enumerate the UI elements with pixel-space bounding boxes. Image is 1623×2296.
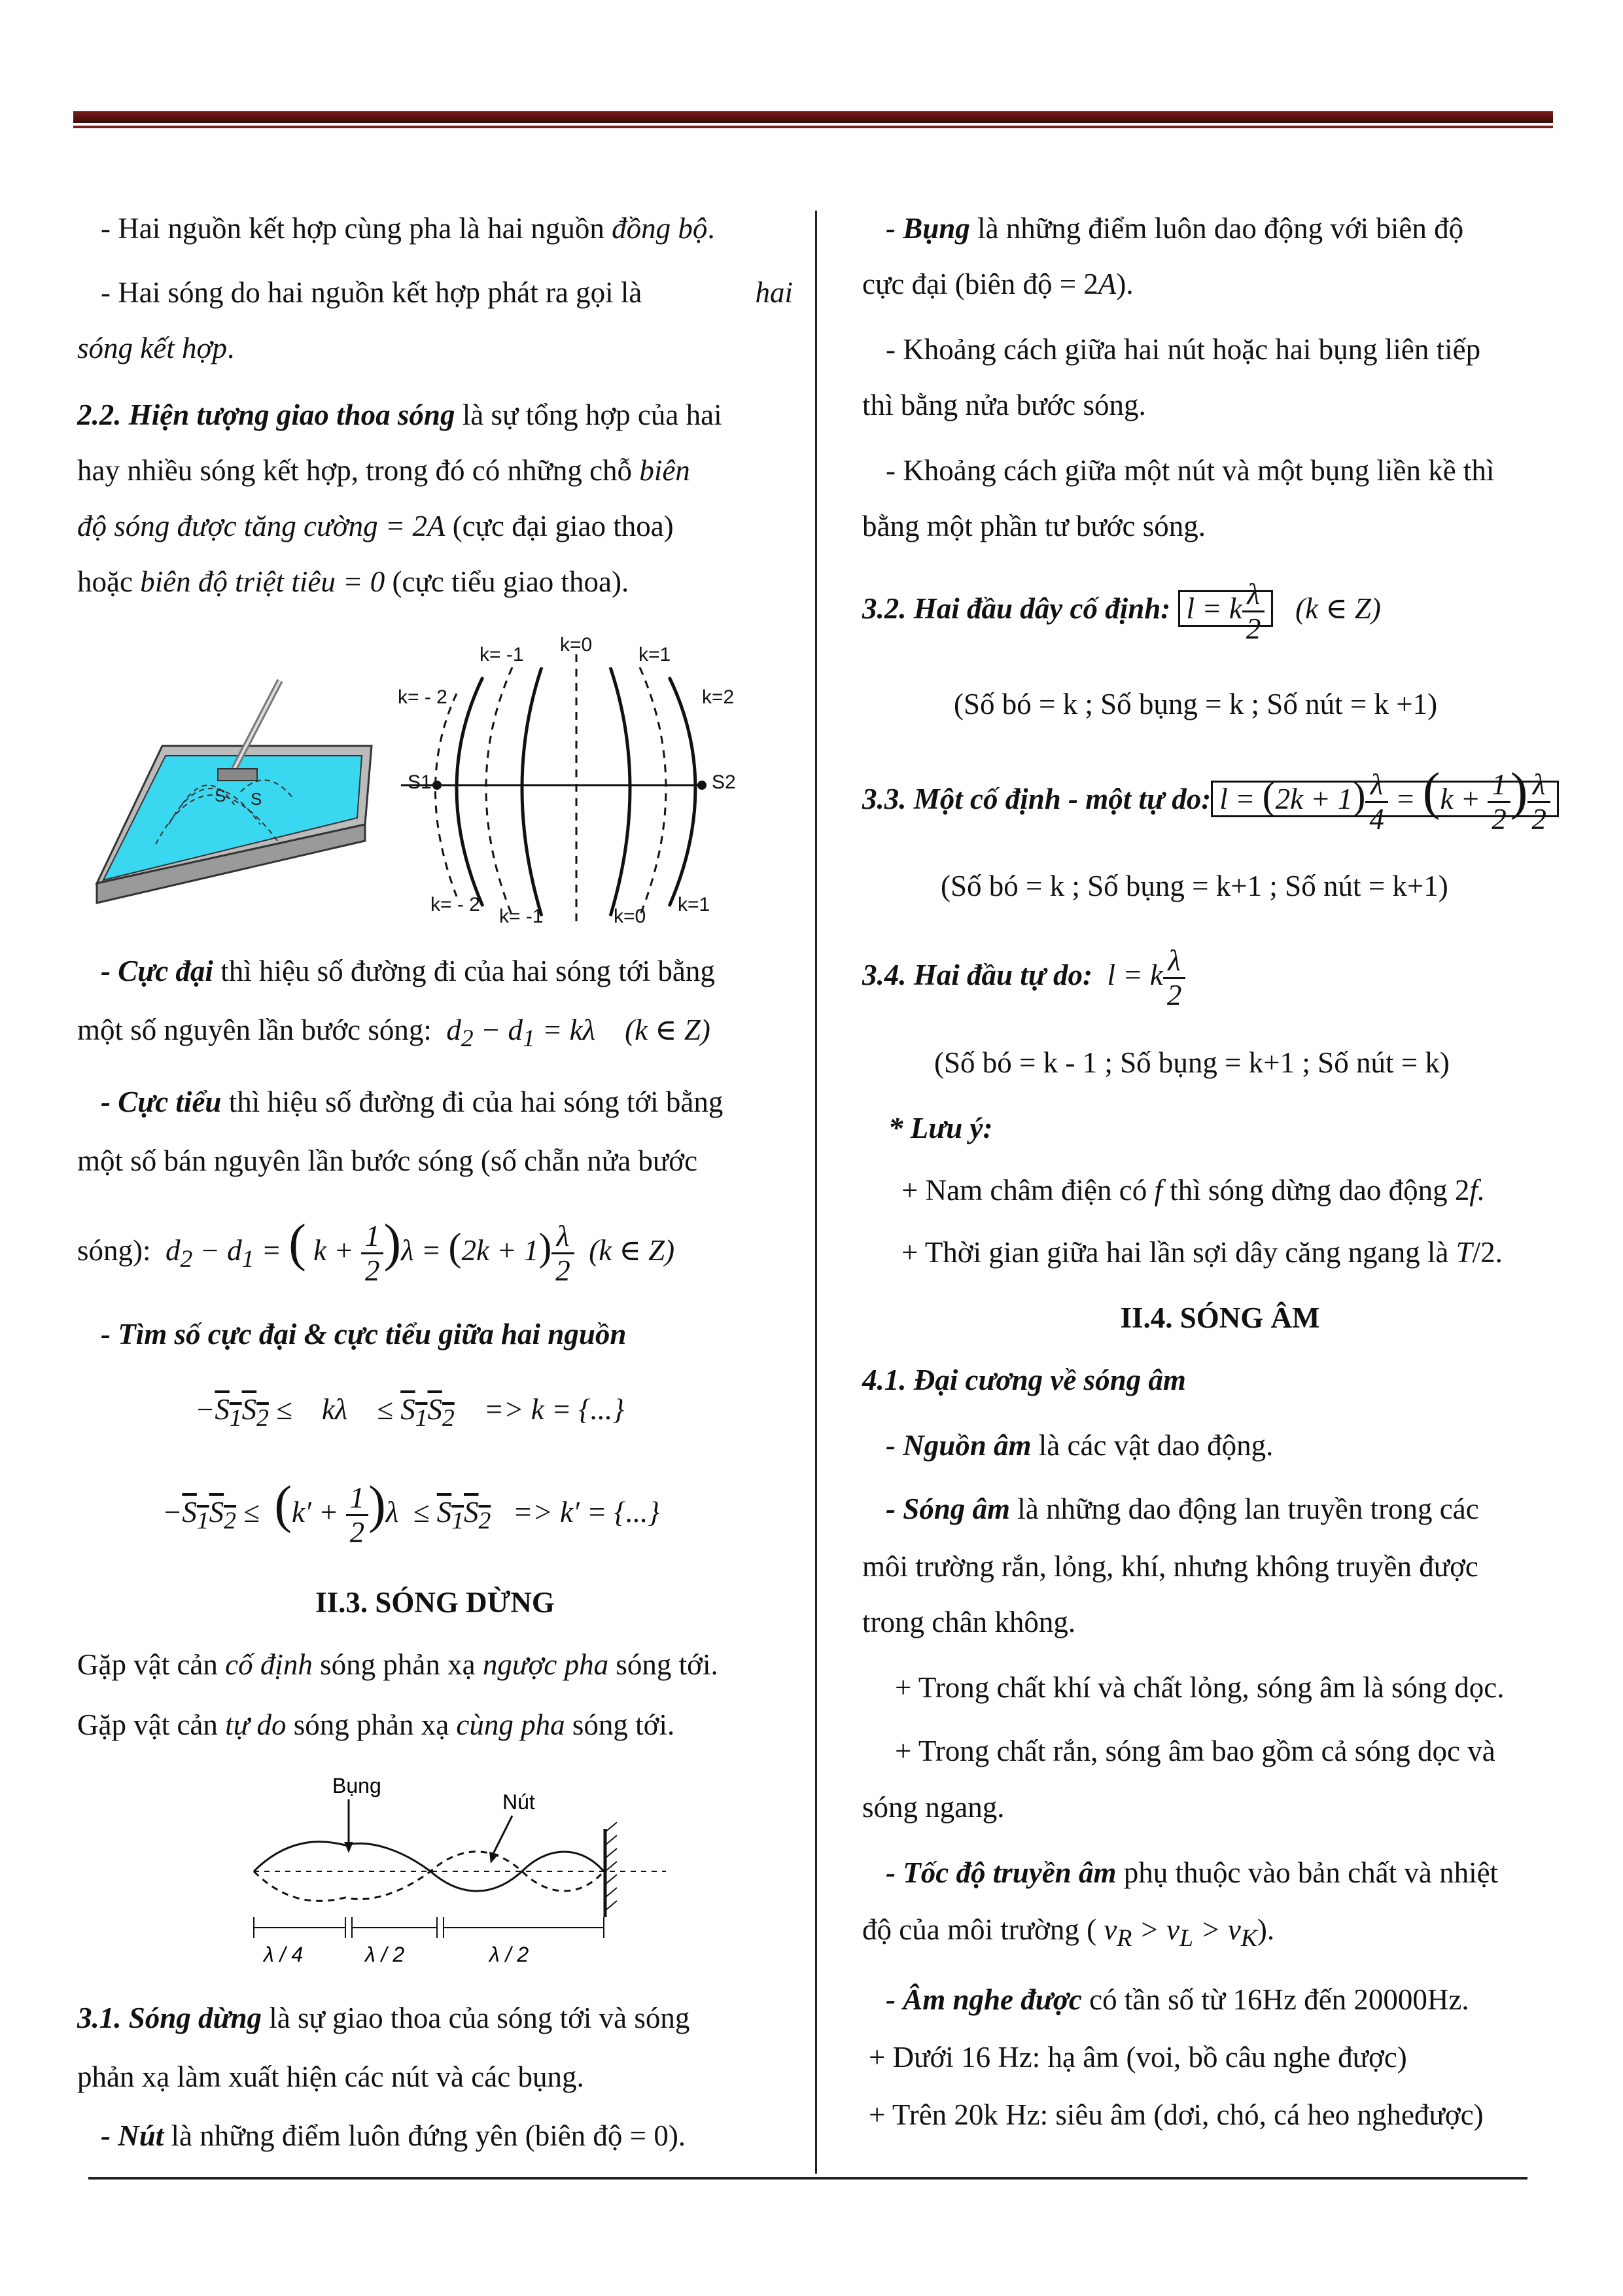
- khoang-cach-2-line2: bằng một phần tư bước sóng.: [862, 510, 1206, 542]
- fig1-label: S2: [712, 771, 736, 793]
- section-2-2-line1: 2.2. Hiện tượng giao thoa sóng là sự tổng hợp của hai: [77, 398, 722, 431]
- section-3-2: 3.2. Hai đầu dây cố định: l = k $\frac{\lambda}{2}$ (k ∈ Z): [862, 578, 1381, 646]
- section-3-3-note: (Số bó = k ; Số bụng = k+1 ; Số nút = k+1): [941, 870, 1448, 902]
- fig2-label-lambda2: λ / 2: [365, 1943, 405, 1963]
- cuc-tieu-line3: sóng): $d_2 - d_1$ = ( k + $\frac{1}{2}$ )λ = (2k + 1) $\frac{\lambda}{2}$ (k ∈ Z): [77, 1214, 675, 1288]
- fig2-label-bung: Bụng: [332, 1774, 381, 1797]
- section-3-1-line1: 3.1. Sóng dừng là sự giao thoa của sóng tới và sóng: [77, 2002, 690, 2034]
- song-am-line3: trong chân không.: [862, 1606, 1076, 1638]
- fig1-label: k= -1: [499, 906, 544, 927]
- fig1-label: S1: [408, 771, 432, 793]
- fig1-label: k=1: [678, 894, 710, 915]
- section-2-2-line4: hoặc biên độ triệt tiêu = 0 (cực tiểu giao thoa).: [77, 565, 629, 598]
- source-s2-dot: [697, 781, 707, 790]
- gap-vat-can-co-dinh: Gặp vật cản cố định sóng phản xạ ngược pha sóng tới.: [77, 1648, 718, 1681]
- formula-k-prime: $-S_1S_2 \le (k'$ + $\frac{1}{2}$ )$\lambda \le S_1S_2 => k'$ = {...}: [162, 1476, 660, 1549]
- header-rule: [73, 111, 1553, 123]
- fig2-label-lambda4: λ / 4: [264, 1943, 304, 1963]
- source-s1-dot: [432, 781, 442, 790]
- section-ii3-heading: II.3. SÓNG DỪNG: [315, 1586, 555, 1619]
- section-4-1-heading: 4.1. Đại cương về sóng âm: [862, 1364, 1186, 1396]
- bung-line1: - Bụng là những điểm luôn dao động với biên độ: [886, 212, 1464, 245]
- chat-ran-line1: + Trong chất rắn, sóng âm bao gồm cả sóng dọc và: [895, 1735, 1495, 1767]
- ha-am: + Dưới 16 Hz: hạ âm (voi, bồ câu nghe được): [869, 2041, 1407, 2074]
- song-am-line1: - Sóng âm là những dao động lan truyền trong các: [886, 1492, 1479, 1525]
- fig1-label: k=2: [702, 686, 735, 708]
- cuc-dai-line2: một số nguyên lần bước sóng: $d_2 - d_1 = k\lambda$ (k ∈ Z): [77, 1014, 710, 1052]
- svg-text:S: S: [251, 789, 262, 809]
- luu-y-heading: * Lưu ý:: [888, 1112, 993, 1144]
- section-3-1-line2: phản xạ làm xuất hiện các nút và các bụng.: [77, 2060, 584, 2093]
- fig1-label: k= -1: [480, 644, 524, 665]
- fig1-label: k= - 2: [398, 686, 447, 708]
- tim-so-cuc-dai-heading: - Tìm số cực đại & cực tiểu giữa hai nguồn: [101, 1318, 627, 1351]
- gap-vat-can-tu-do: Gặp vật cản tự do sóng phản xạ cùng pha sóng tới.: [77, 1708, 675, 1741]
- para-song-ket-hop-2: sóng kết hợp.: [77, 332, 235, 364]
- section-3-4-note: (Số bó = k - 1 ; Số bụng = k+1 ; Số nút = k): [934, 1046, 1450, 1079]
- cuc-tieu-line2: một số bán nguyên lần bước sóng (số chẵn nửa bước: [77, 1144, 698, 1177]
- chat-khi-long: + Trong chất khí và chất lỏng, sóng âm là sóng dọc.: [895, 1671, 1505, 1704]
- para-dong-bo: - Hai nguồn kết hợp cùng pha là hai nguồn đồng bộ.: [101, 212, 715, 245]
- fig1-label: k=1: [638, 644, 671, 665]
- para-song-ket-hop-1: - Hai sóng do hai nguồn kết hợp phát ra gọi là hai: [101, 276, 793, 309]
- formula-k: $-S_1S_2$ ≤ kλ ≤ $S_1S_2$ => k = {...}: [195, 1393, 625, 1432]
- luu-y-item-1: + Nam châm điện có f thì sóng dừng dao động 2f.: [901, 1174, 1486, 1207]
- section-ii4-heading: II.4. SÓNG ÂM: [1120, 1301, 1320, 1334]
- nut-definition: - Nút là những điểm luôn đứng yên (biên độ = 0).: [101, 2119, 686, 2152]
- fig2-label-lambda2: λ / 2: [489, 1943, 529, 1963]
- section-2-2-line3: độ sóng được tăng cường = 2A (cực đại giao thoa): [77, 510, 674, 542]
- toc-do-line2: độ của môi trường ( $v_R > v_L > v_K$).: [862, 1913, 1275, 1952]
- am-nghe-duoc: - Âm nghe được có tần số từ 16Hz đến 20000Hz.: [886, 1983, 1469, 2016]
- toc-do-line1: - Tốc độ truyền âm phụ thuộc vào bản chất và nhiệt: [886, 1856, 1499, 1889]
- fig1-label: k=0: [560, 634, 593, 656]
- khoang-cach-2-line1: - Khoảng cách giữa một nút và một bụng liền kề thì: [886, 454, 1495, 487]
- song-am-line2: môi trường rắn, lỏng, khí, nhưng không truyền được: [862, 1550, 1478, 1583]
- nguon-am: - Nguồn âm là các vật dao động.: [886, 1429, 1274, 1462]
- header-rule-thin: [73, 126, 1553, 128]
- fig2-label-nut: Nút: [502, 1790, 535, 1814]
- cuc-tieu-line1: - Cực tiểu thì hiệu số đường đi của hai sóng tới bằng: [101, 1086, 724, 1118]
- standing-wave-figure: [247, 1767, 666, 1963]
- column-divider: [815, 211, 817, 2174]
- bung-line2: cực đại (biên độ = 2A).: [862, 268, 1134, 300]
- chat-ran-line2: sóng ngang.: [862, 1791, 1005, 1824]
- luu-y-item-2: + Thời gian giữa hai lần sợi dây căng ngang là T/2.: [901, 1236, 1503, 1269]
- interference-figure: [84, 628, 790, 936]
- cuc-dai-line1: - Cực đại thì hiệu số đường đi của hai sóng tới bằng: [101, 955, 715, 987]
- fig1-label: k=0: [614, 906, 646, 927]
- khoang-cach-1-line2: thì bằng nửa bước sóng.: [862, 389, 1146, 421]
- section-2-2-line2: hay nhiều sóng kết hợp, trong đó có những chỗ biên: [77, 454, 690, 487]
- svg-text:S: S: [215, 786, 226, 805]
- section-3-2-note: (Số bó = k ; Số bụng = k ; Số nút = k +1): [954, 688, 1438, 720]
- footer-rule: [88, 2177, 1527, 2180]
- water-tank-illustration: [97, 680, 372, 903]
- khoang-cach-1-line1: - Khoảng cách giữa hai nút hoặc hai bụng liên tiếp: [886, 333, 1481, 366]
- sieu-am: + Trên 20k Hz: siêu âm (dơi, chó, cá heo ngheđược): [869, 2098, 1484, 2131]
- section-3-3: 3.3. Một cố định - một tự do: l = (2k + 1) $\frac{\lambda}{4}$ = (k + $\frac{1}{2}$ ) $\frac{\lambda}{2}$: [862, 759, 1559, 836]
- section-3-4: 3.4. Hai đầu tự do: l = k $\frac{\lambda}{2}$: [862, 942, 1185, 1012]
- fig1-label: k= - 2: [430, 894, 480, 915]
